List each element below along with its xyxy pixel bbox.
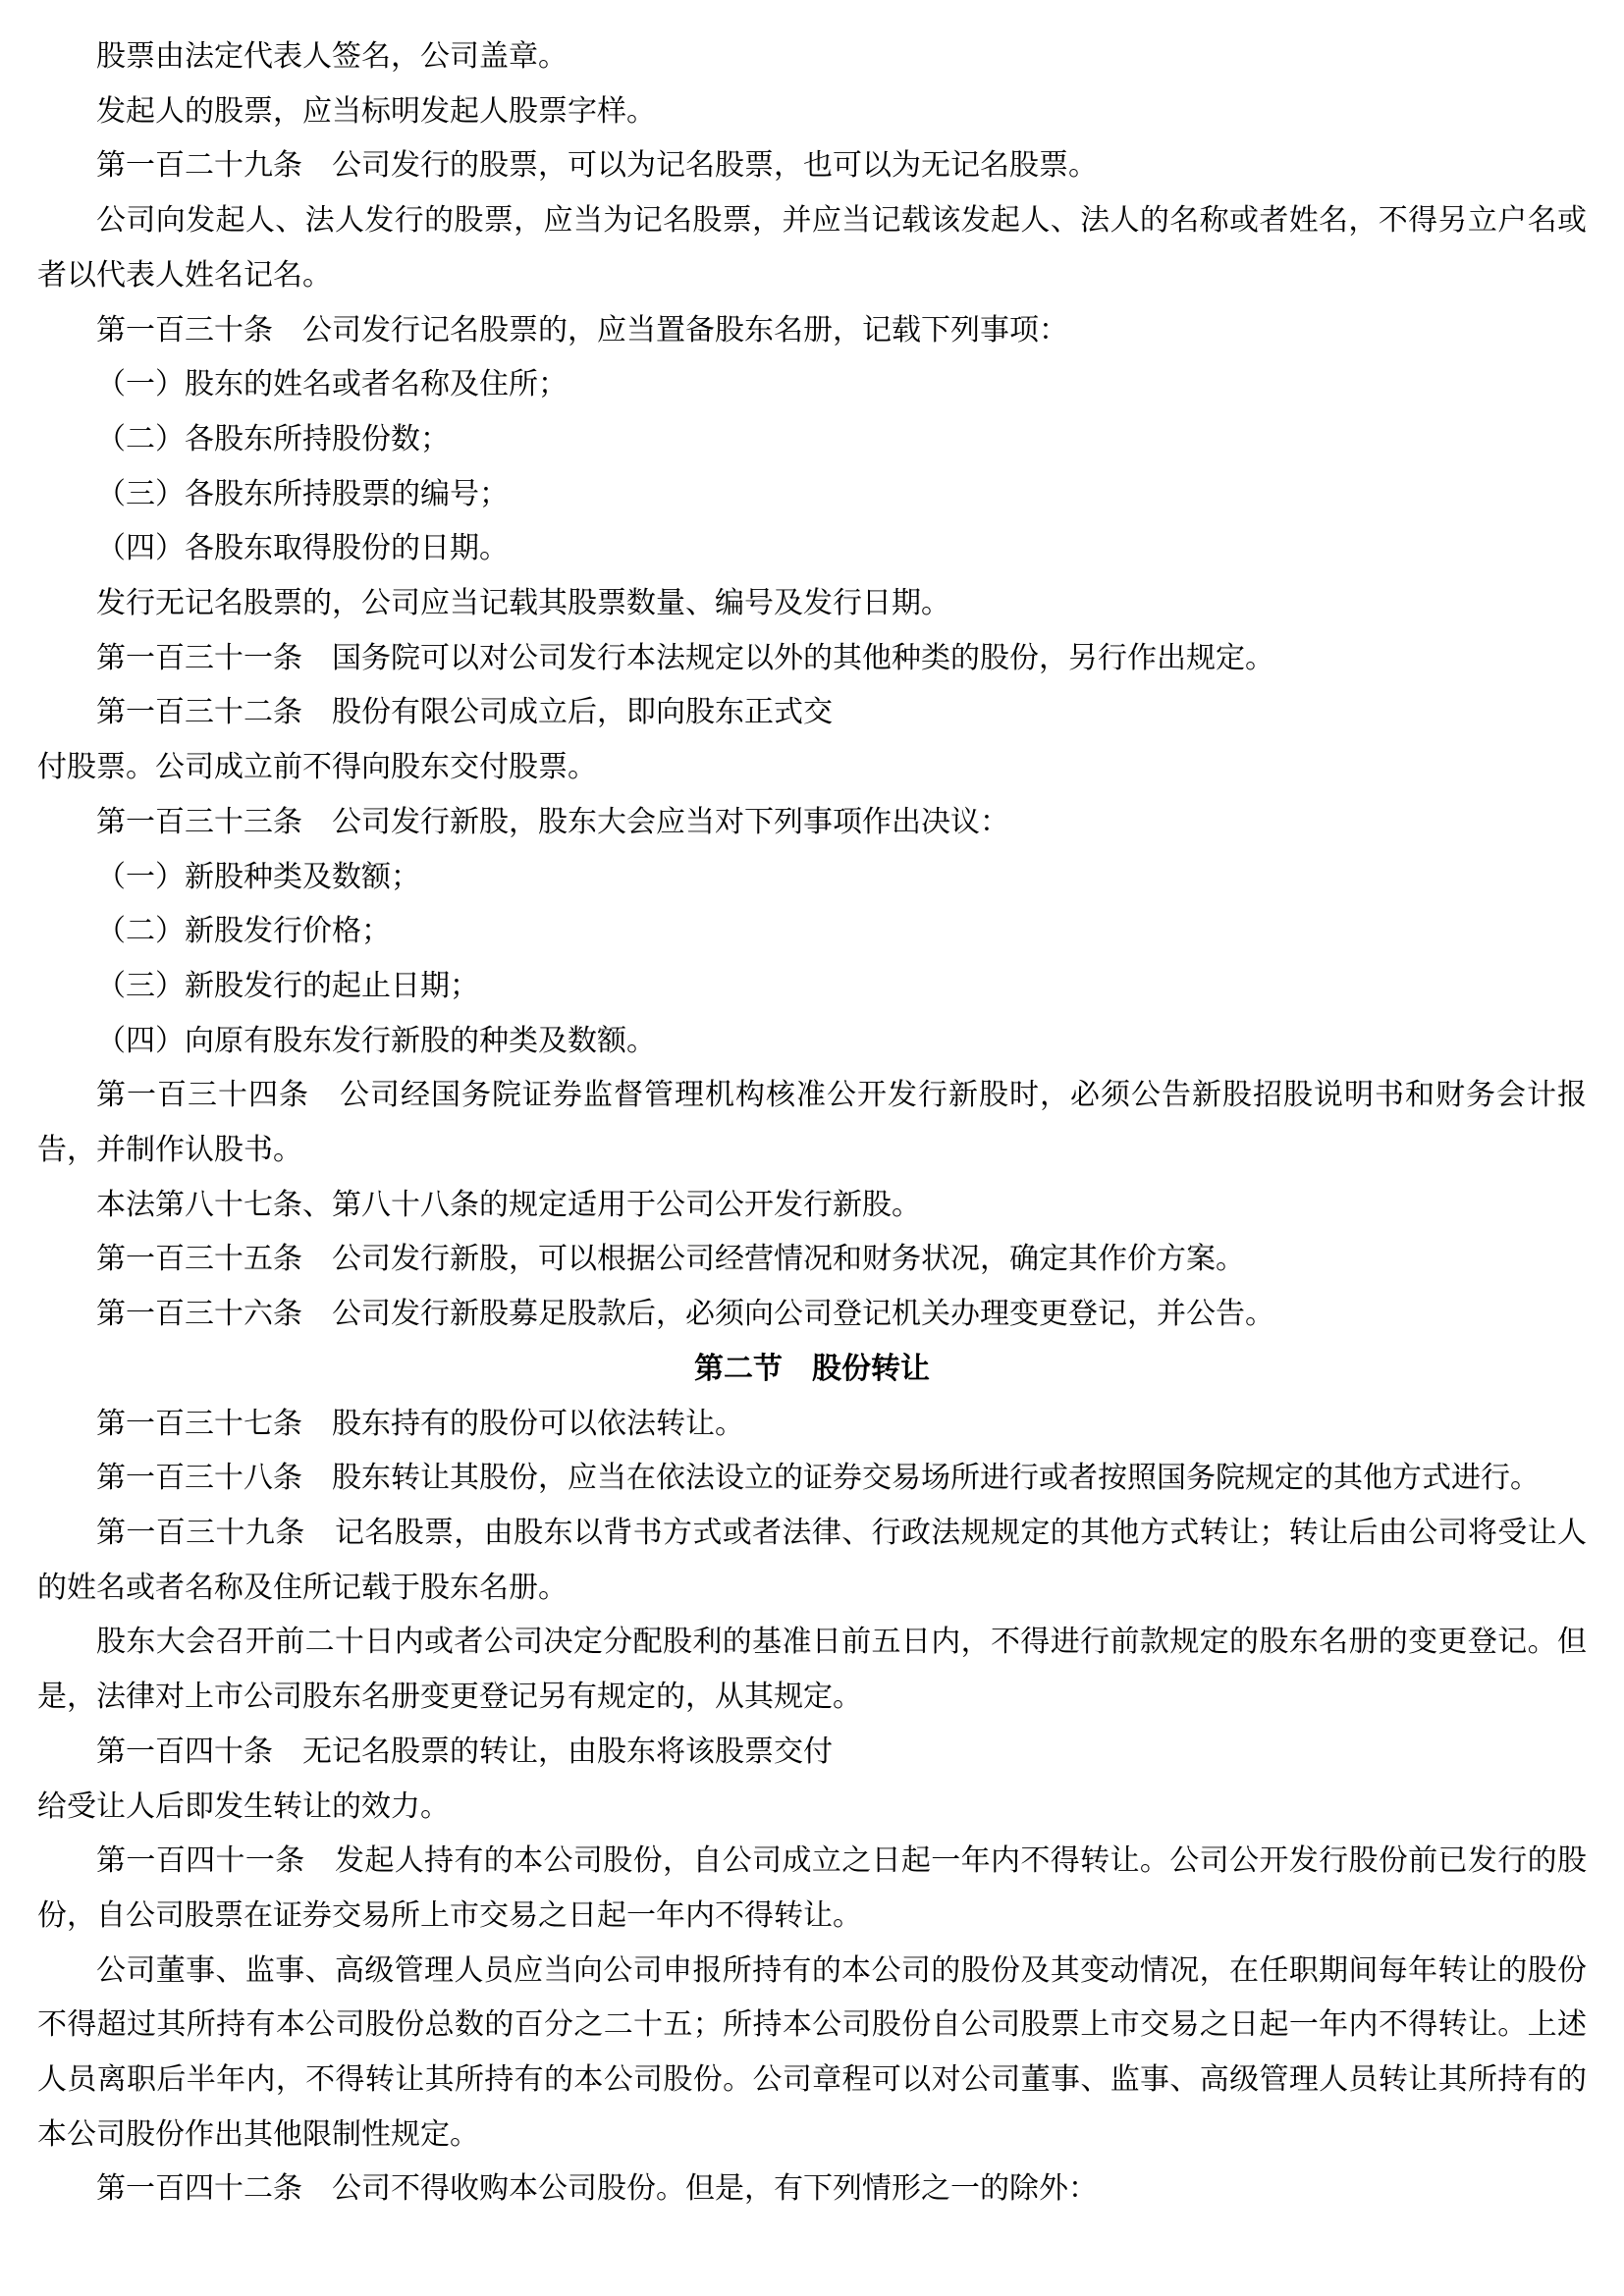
article-gap (302, 1461, 332, 1495)
article-gap (302, 2171, 332, 2206)
article-number: 第一百三十三条 (96, 804, 302, 839)
body-paragraph: （三）各股东所持股票的编号； (96, 476, 509, 511)
article-paragraph (37, 1506, 1587, 1615)
article-number: 第一百三十六条 (96, 1297, 302, 1332)
body-paragraph: 发起人的股票，应当标明发起人股票字样。 (96, 93, 656, 129)
body-paragraph: 公司向发起人、法人发行的股票，应当为记名股票，并应当记载该发起人、法人的名称或者姓名，不得另立户名或者以代表人姓名记名。 (37, 203, 1587, 293)
article-gap (302, 148, 332, 183)
article-number: 第一百三十五条 (96, 1242, 302, 1277)
article-text: 记名股票，由股东以背书方式或者法律、行政法规规定的其他方式转让；转让后由公司将受让人的姓名或者名称及住所记载于股东名册。 (37, 1515, 1588, 1605)
article-number: 第一百二十九条 (96, 148, 302, 184)
article-number: 第一百三十八条 (96, 1461, 302, 1496)
article-number: 第一百三十二条 (96, 695, 302, 730)
article-paragraph (37, 1287, 1587, 1342)
body-paragraph: 股东大会召开前二十日内或者公司决定分配股利的基准日前五日内，不得进行前款规定的股东名册的变更登记。但是，法律对上市公司股东名册变更登记另有规定的，从其规定。 (37, 1625, 1587, 1715)
article-text: 股东转让其股份，应当在依法设立的证券交易场所进行或者按照国务院规定的其他方式进行。 (332, 1461, 1540, 1496)
article-gap (302, 695, 332, 729)
article-paragraph (37, 1725, 1587, 1780)
article-text: 股东持有的股份可以依法转让。 (332, 1406, 744, 1441)
article-paragraph (37, 138, 1587, 193)
body-paragraph: （二）新股发行价格； (96, 914, 391, 949)
article-paragraph (37, 1232, 1587, 1287)
body-paragraph: （四）向原有股东发行新股的种类及数额。 (96, 1023, 656, 1058)
article-gap (302, 1407, 332, 1441)
article-gap (302, 805, 332, 839)
body-paragraph: 发行无记名股票的，公司应当记载其股票数量、编号及发行日期。 (96, 586, 950, 621)
body-paragraph: 股票由法定代表人签名，公司盖章。 (96, 39, 568, 74)
article-gap (302, 641, 332, 675)
continuation-paragraph: 给受让人后即发生转让的效力。 (37, 1789, 450, 1824)
article-number: 第一百三十九条 (96, 1515, 305, 1550)
article-gap (273, 1735, 302, 1769)
article-text: 公司发行记名股票的，应当置备股东名册，记载下列事项： (302, 312, 1068, 347)
body-paragraph: （二）各股东所持股份数； (96, 421, 450, 456)
article-gap (302, 1242, 332, 1276)
article-text: 公司发行新股，股东大会应当对下列事项作出决议： (332, 804, 1009, 839)
article-text: 股份有限公司成立后，即向股东正式交 (332, 695, 833, 730)
body-paragraph: （一）股东的姓名或者名称及住所； (96, 367, 568, 402)
article-text: 公司发行新股募足股款后，必须向公司登记机关办理变更登记，并公告。 (332, 1297, 1274, 1332)
article-number: 第一百四十条 (96, 1734, 273, 1769)
article-text: 国务院可以对公司发行本法规定以外的其他种类的股份，另行作出规定。 (332, 640, 1274, 675)
continuation-paragraph: 付股票。公司成立前不得向股东交付股票。 (37, 750, 597, 785)
body-paragraph: （四）各股东取得股份的日期。 (96, 531, 509, 566)
article-number: 第一百三十四条 (96, 1078, 309, 1113)
article-number: 第一百四十二条 (96, 2171, 302, 2207)
article-paragraph (37, 631, 1587, 686)
section-heading: 第二节 股份转让 (694, 1351, 930, 1386)
body-paragraph: 公司董事、监事、高级管理人员应当向公司申报所持有的本公司的股份及其变动情况，在任职期间每年转让的股份不得超过其所持有本公司股份总数的百分之二十五；所持本公司股份自公司股票上市交易之日起一年内不得转让。上述人员离职后半年内，不得转让其所持有的本公司股份。公司章程可以对公司董事、监事、高级管理人员转让其所持有的本公司股份作出其他限制性规定。 (37, 1952, 1587, 2152)
body-paragraph: （一）新股种类及数额； (96, 859, 420, 894)
article-number: 第一百三十七条 (96, 1406, 302, 1441)
article-number: 第一百四十一条 (96, 1843, 305, 1879)
article-text: 发起人持有的本公司股份，自公司成立之日起一年内不得转让。公司公开发行股份前已发行的股份，自公司股票在证券交易所上市交易之日起一年内不得转让。 (37, 1843, 1588, 1933)
article-paragraph (37, 1834, 1587, 1943)
article-gap (305, 1843, 335, 1878)
article-text: 无记名股票的转让，由股东将该股票交付 (302, 1734, 833, 1769)
article-paragraph (37, 795, 1587, 850)
article-number: 第一百三十条 (96, 312, 273, 347)
article-gap (309, 1078, 340, 1112)
article-gap (302, 1297, 332, 1331)
article-text: 公司发行新股，可以根据公司经营情况和财务状况，确定其作价方案。 (332, 1242, 1245, 1277)
article-paragraph (37, 2162, 1587, 2216)
article-number: 第一百三十一条 (96, 640, 302, 675)
article-paragraph (37, 1451, 1587, 1506)
body-paragraph: 本法第八十七条、第八十八条的规定适用于公司公开发行新股。 (96, 1187, 921, 1222)
article-paragraph (37, 303, 1587, 358)
article-paragraph (37, 1397, 1587, 1452)
article-paragraph (37, 1068, 1587, 1177)
article-paragraph (37, 685, 1587, 740)
article-gap (305, 1516, 335, 1550)
article-text: 公司经国务院证券监督管理机构核准公开发行新股时，必须公告新股招股说明书和财务会计报告，并制作认股书。 (37, 1078, 1587, 1168)
article-gap (273, 313, 302, 347)
article-text: 公司发行的股票，可以为记名股票，也可以为无记名股票。 (332, 148, 1098, 184)
body-paragraph: （三）新股发行的起止日期； (96, 968, 479, 1003)
article-text: 公司不得收购本公司股份。但是，有下列情形之一的除外： (332, 2171, 1098, 2207)
